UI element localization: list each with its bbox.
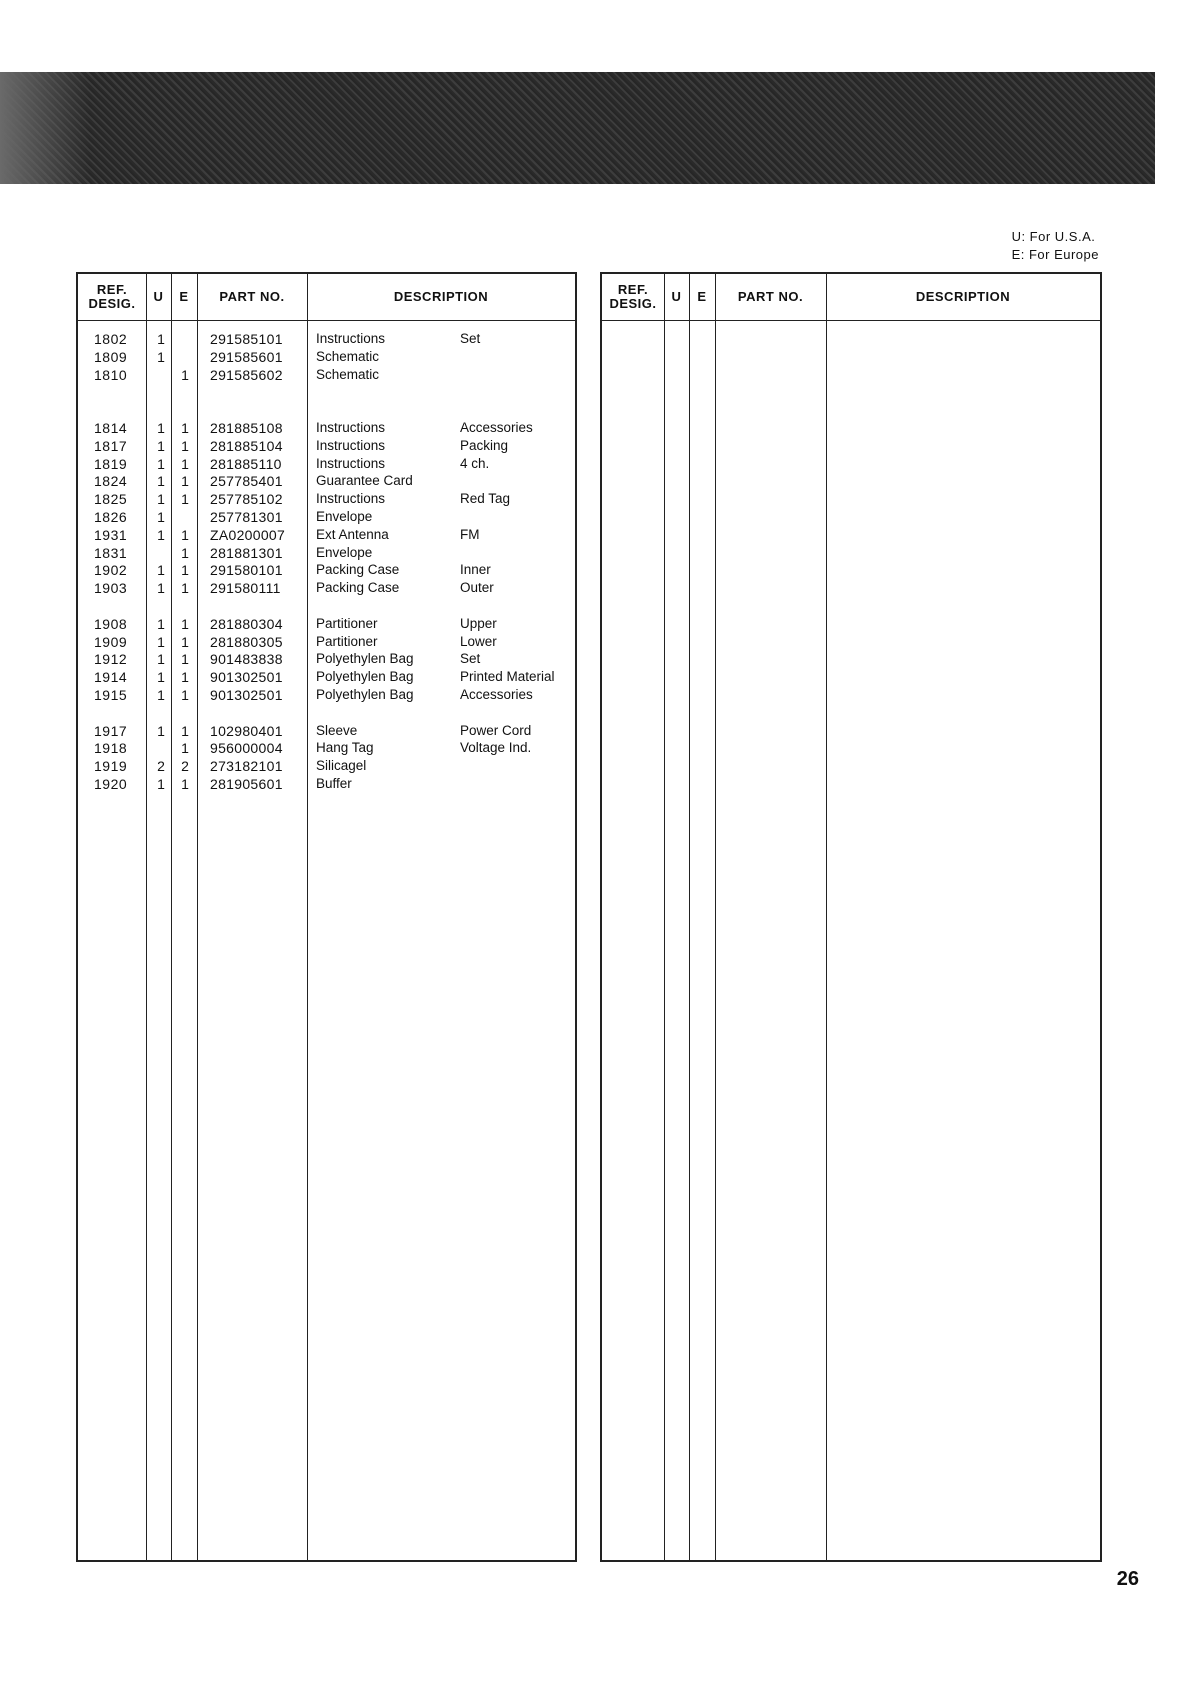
description-note-cell: Accessories xyxy=(460,687,533,702)
header-part-no: PART NO. xyxy=(737,289,804,304)
table-row xyxy=(78,455,575,473)
header-divider xyxy=(78,320,575,321)
u-qty-cell: 1 xyxy=(157,348,165,365)
table-row xyxy=(78,633,575,651)
u-qty-cell: 1 xyxy=(157,526,165,543)
description-note-cell: Accessories xyxy=(460,420,533,435)
ref-desig-cell: 1824 xyxy=(94,473,128,490)
description-note-cell: 4 ch. xyxy=(460,455,490,471)
table-row xyxy=(78,686,575,704)
description-cell: Instructions xyxy=(316,331,386,346)
table-row xyxy=(78,722,575,740)
ref-desig-cell: 1810 xyxy=(94,366,128,383)
u-qty-cell: 1 xyxy=(157,491,165,508)
e-qty-cell: 1 xyxy=(181,526,189,543)
table-row xyxy=(78,348,575,366)
part-no-cell: 291580101 xyxy=(210,562,283,579)
ref-desig-cell: 1908 xyxy=(94,615,128,632)
e-qty-cell: 1 xyxy=(181,544,189,561)
e-qty-cell: 1 xyxy=(181,722,189,739)
part-no-cell: 281885110 xyxy=(210,455,282,472)
ref-desig-cell: 1902 xyxy=(94,562,128,579)
description-cell: Instructions xyxy=(316,455,386,471)
u-qty-cell: 1 xyxy=(157,420,165,436)
part-no-cell: 257785401 xyxy=(210,473,283,490)
header-description: DESCRIPTION xyxy=(393,289,489,304)
ref-desig-cell: 1912 xyxy=(94,651,128,668)
u-qty-cell: 1 xyxy=(157,776,165,792)
part-no-cell: 257781301 xyxy=(210,509,283,525)
e-qty-cell: 1 xyxy=(181,687,189,703)
description-note-cell: Set xyxy=(460,651,481,667)
col-divider xyxy=(826,274,827,1560)
part-no-cell: 901302501 xyxy=(210,669,283,686)
ref-desig-cell: 1809 xyxy=(94,348,128,365)
u-qty-cell: 1 xyxy=(157,509,165,525)
e-qty-cell: 1 xyxy=(181,491,189,508)
part-no-cell: 901483838 xyxy=(210,651,283,668)
u-qty-cell: 1 xyxy=(157,473,165,490)
e-qty-cell: 1 xyxy=(181,455,189,472)
u-qty-cell: 1 xyxy=(157,615,165,632)
ref-desig-cell: 1802 xyxy=(94,331,128,347)
e-qty-cell: 1 xyxy=(181,580,189,597)
ref-desig-cell: 1831 xyxy=(94,544,128,561)
parts-table-right xyxy=(600,272,1102,1562)
description-cell: Schematic xyxy=(316,348,380,364)
ref-desig-cell: 1819 xyxy=(94,455,128,472)
ref-desig-cell: 1909 xyxy=(94,633,128,650)
description-cell: Envelope xyxy=(316,544,373,560)
table-row xyxy=(78,739,575,757)
table-row xyxy=(78,366,575,384)
header-ref-desig: REF. DESIG. xyxy=(88,282,136,311)
table-row xyxy=(78,526,575,544)
e-qty-cell: 1 xyxy=(181,615,189,632)
legend xyxy=(1012,228,1099,264)
table-row xyxy=(78,579,575,597)
part-no-cell: 273182101 xyxy=(210,758,283,775)
header-u: U xyxy=(153,289,164,304)
e-qty-cell: 1 xyxy=(181,366,189,383)
u-qty-cell: 1 xyxy=(157,331,165,347)
table-row xyxy=(78,650,575,668)
part-no-cell: 281885108 xyxy=(210,420,283,436)
table-row xyxy=(78,615,575,633)
table-row xyxy=(78,668,575,686)
table-row xyxy=(78,419,575,437)
description-note-cell: Outer xyxy=(460,580,494,596)
table-row xyxy=(78,757,575,775)
description-cell: Packing Case xyxy=(316,580,400,596)
header-e: E xyxy=(697,289,707,304)
part-no-cell: 901302501 xyxy=(210,687,283,703)
table-row xyxy=(78,508,575,526)
table-row xyxy=(78,330,575,348)
description-cell: Packing Case xyxy=(316,562,400,578)
description-cell: Instructions xyxy=(316,437,386,453)
e-qty-cell: 1 xyxy=(181,740,189,757)
description-cell: Ext Antenna xyxy=(316,526,389,542)
description-note-cell: Packing xyxy=(460,437,509,453)
table-row xyxy=(78,544,575,562)
table-row xyxy=(78,472,575,490)
e-qty-cell: 1 xyxy=(181,651,189,668)
description-cell: Instructions xyxy=(316,491,386,507)
e-qty-cell: 2 xyxy=(181,758,189,775)
description-note-cell: Red Tag xyxy=(460,491,511,507)
description-note-cell: Power Cord xyxy=(460,722,532,738)
part-no-cell: 281880304 xyxy=(210,615,283,632)
ref-desig-cell: 1903 xyxy=(94,580,128,597)
description-cell: Schematic xyxy=(316,366,380,382)
part-no-cell: 281885104 xyxy=(210,437,283,454)
header-e: E xyxy=(179,289,189,304)
description-cell: Polyethylen Bag xyxy=(316,651,414,667)
u-qty-cell: 1 xyxy=(157,687,165,703)
description-cell: Hang Tag xyxy=(316,740,374,756)
col-divider xyxy=(664,274,665,1560)
ref-desig-cell: 1918 xyxy=(94,740,128,757)
description-cell: Silicagel xyxy=(316,758,367,774)
description-note-cell: Lower xyxy=(460,633,497,649)
legend-europe: E: For Europe xyxy=(1011,247,1099,262)
ref-desig-cell: 1814 xyxy=(94,420,128,436)
header-divider xyxy=(602,320,1100,321)
description-cell: Guarantee Card xyxy=(316,473,413,489)
description-note-cell: Printed Material xyxy=(460,669,555,685)
description-cell: Envelope xyxy=(316,509,373,524)
table-row xyxy=(78,490,575,508)
table-row xyxy=(78,437,575,455)
part-no-cell: ZA0200007 xyxy=(210,526,286,543)
description-note-cell: Upper xyxy=(460,615,497,631)
header-part-no: PART NO. xyxy=(219,289,285,304)
u-qty-cell: 1 xyxy=(157,437,165,454)
col-divider xyxy=(715,274,716,1560)
description-note-cell: Inner xyxy=(460,562,491,578)
part-no-cell: 102980401 xyxy=(210,722,283,739)
ref-desig-cell: 1915 xyxy=(94,687,128,703)
part-no-cell: 291585601 xyxy=(210,348,283,365)
u-qty-cell: 1 xyxy=(157,651,165,668)
e-qty-cell: 1 xyxy=(181,437,189,454)
ref-desig-cell: 1914 xyxy=(94,669,128,686)
description-cell: Polyethylen Bag xyxy=(316,687,414,702)
part-no-cell: 291585101 xyxy=(210,331,283,347)
part-no-cell: 291585602 xyxy=(210,366,283,383)
u-qty-cell: 1 xyxy=(157,455,165,472)
part-no-cell: 281905601 xyxy=(210,776,283,792)
u-qty-cell: 1 xyxy=(157,562,165,579)
ref-desig-cell: 1931 xyxy=(94,526,128,543)
legend-usa: U: For U.S.A. xyxy=(1011,229,1096,244)
u-qty-cell: 1 xyxy=(157,580,165,597)
ref-desig-cell: 1826 xyxy=(94,509,128,525)
header-ref-desig: REF. DESIG. xyxy=(609,282,657,311)
e-qty-cell: 1 xyxy=(181,420,189,436)
part-no-cell: 281880305 xyxy=(210,633,283,650)
header-description: DESCRIPTION xyxy=(915,289,1011,304)
part-no-cell: 956000004 xyxy=(210,740,283,757)
u-qty-cell: 1 xyxy=(157,633,165,650)
e-qty-cell: 1 xyxy=(181,633,189,650)
table-row xyxy=(78,561,575,579)
ref-desig-cell: 1917 xyxy=(94,722,128,739)
ref-desig-cell: 1919 xyxy=(94,758,128,775)
description-note-cell: Set xyxy=(460,331,481,346)
e-qty-cell: 1 xyxy=(181,562,189,579)
part-no-cell: 257785102 xyxy=(210,491,283,508)
description-cell: Sleeve xyxy=(316,722,358,738)
description-cell: Partitioner xyxy=(316,615,378,631)
description-note-cell: Voltage Ind. xyxy=(460,740,532,756)
part-no-cell: 291580111 xyxy=(210,580,281,597)
table-row xyxy=(78,775,575,793)
col-divider xyxy=(689,274,690,1560)
description-note-cell: FM xyxy=(460,526,480,542)
description-cell: Instructions xyxy=(316,420,386,435)
header-u: U xyxy=(671,289,682,304)
ref-desig-cell: 1825 xyxy=(94,491,128,508)
e-qty-cell: 1 xyxy=(181,776,189,792)
e-qty-cell: 1 xyxy=(181,669,189,686)
u-qty-cell: 2 xyxy=(157,758,165,775)
e-qty-cell: 1 xyxy=(181,473,189,490)
description-cell: Buffer xyxy=(316,776,352,791)
parts-table-left xyxy=(76,272,577,1562)
page-number: 26 xyxy=(1116,1568,1139,1590)
description-cell: Partitioner xyxy=(316,633,378,649)
u-qty-cell: 1 xyxy=(157,669,165,686)
part-no-cell: 281881301 xyxy=(210,544,283,561)
u-qty-cell: 1 xyxy=(157,722,165,739)
ref-desig-cell: 1817 xyxy=(94,437,128,454)
ref-desig-cell: 1920 xyxy=(94,776,128,792)
description-cell: Polyethylen Bag xyxy=(316,669,414,685)
header-banner xyxy=(0,72,1155,184)
